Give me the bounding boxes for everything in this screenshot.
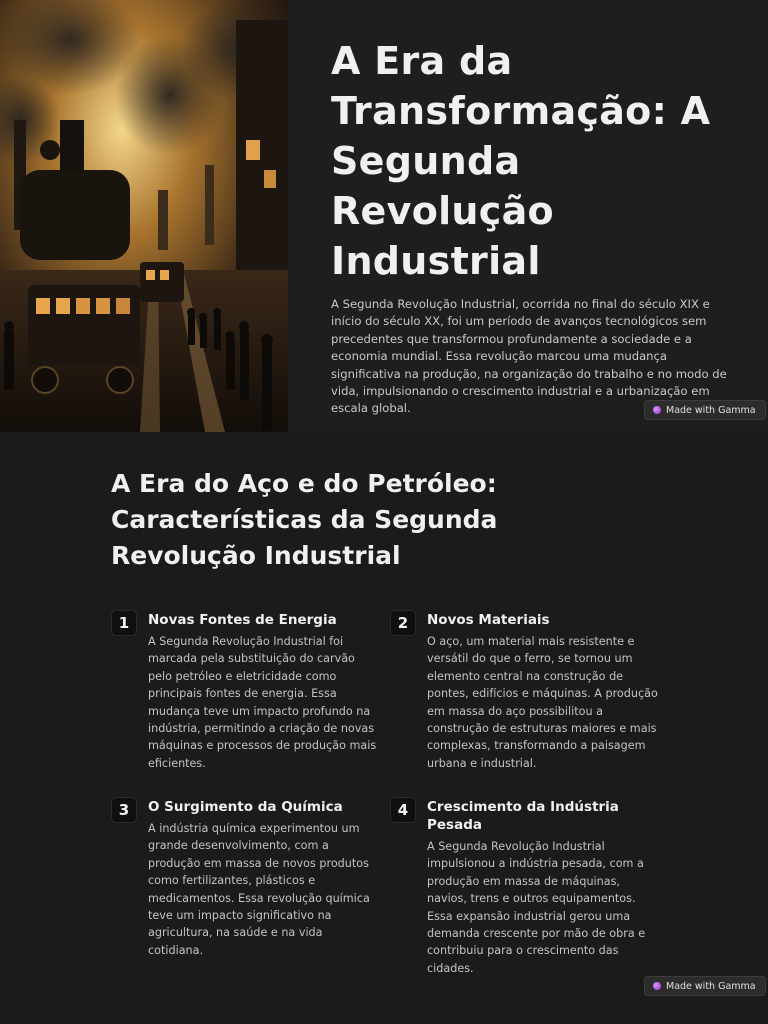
card-title: Crescimento da Indústria Pesada: [427, 799, 619, 833]
number-badge: 2: [390, 610, 416, 636]
number-badge: 3: [111, 797, 137, 823]
gamma-logo-icon: [653, 406, 661, 414]
number-badge: 4: [390, 797, 416, 823]
made-with-gamma-badge[interactable]: [644, 400, 766, 420]
badge-label: Made with Gamma: [666, 404, 756, 416]
section-title: A Era do Aço e do Petróleo: Características da Segunda Revolução Industrial: [111, 469, 498, 570]
card-title: O Surgimento da Química: [148, 799, 343, 815]
number-badge: 1: [111, 610, 137, 636]
intro-paragraph: A Segunda Revolução Industrial, ocorrida no final do século XIX e início do século XX, foi um período de avanços tecnológicos sem precedentes que transformou profundamente a sociedade e a economia mundial. Essa revolução marcou uma mudança significativa na produção, na organização do trabalho e no modo de vida, impulsionando o crescimento industrial e a urbanização em escala global.: [331, 297, 727, 416]
gamma-logo-icon: [653, 982, 661, 990]
characteristics-slide: [0, 432, 768, 1024]
industrial-scene-image: [0, 0, 288, 432]
card-title: Novas Fontes de Energia: [148, 612, 337, 628]
badge-label: Made with Gamma: [666, 980, 756, 992]
page-title: A Era da Transformação: A Segunda Revolução Industrial: [331, 39, 711, 283]
made-with-gamma-badge-2[interactable]: [644, 976, 766, 996]
title-slide: [0, 0, 768, 432]
card-text: A Segunda Revolução Industrial foi marcada pela substituição do carvão pelo petróleo e eletricidade como principais fontes de energia. Essa mudança teve um impacto profundo na indústria, permitindo a criação de novas máquinas e processos de produção mais eficientes.: [148, 635, 377, 770]
card-text: A indústria química experimentou um grande desenvolvimento, com a produção em massa de novos produtos como fertilizantes, plásticos e medicamentos. Essa revolução química teve um impacto significativo na agricultura, na saúde e na vida cotidiana.: [148, 822, 370, 957]
card-text: A Segunda Revolução Industrial impulsionou a indústria pesada, com a produção em massa de máquinas, navios, trens e outros equipamentos. Essa expansão industrial gerou uma demanda crescente por mão de obra e contribuiu para o crescimento das cidades.: [427, 840, 646, 975]
card-text: O aço, um material mais resistente e versátil do que o ferro, se tornou um elemento central na construção de pontes, edifícios e máquinas. A produção em massa do aço possibilitou a construção de estruturas maiores e mais complexas, transformando a paisagem urbana e industrial.: [427, 635, 658, 770]
card-title: Novos Materiais: [427, 612, 550, 628]
